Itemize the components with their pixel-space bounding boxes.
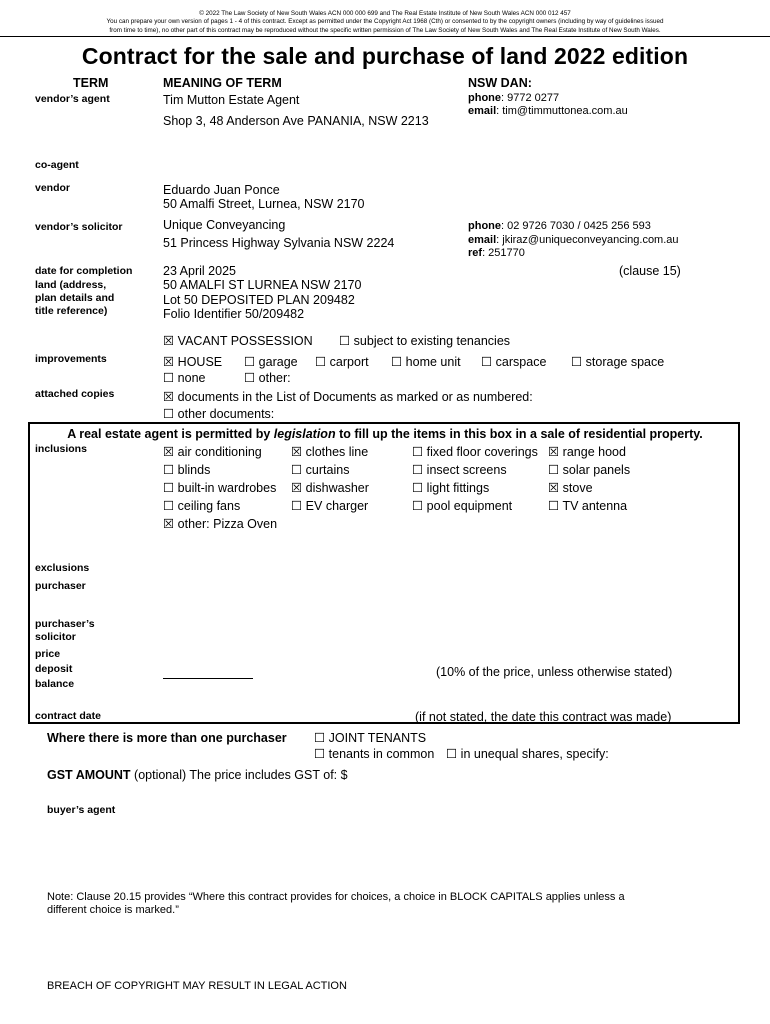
vendors-solicitor-email: email: jkiraz@uniqueconveyancing.com.au (468, 234, 679, 246)
land-folio: Folio Identifier 50/209482 (163, 307, 305, 321)
storage-space-checkbox[interactable]: ☐ storage space (571, 355, 665, 369)
land-label: land (address, (35, 279, 107, 291)
vendors-agent-address: Shop 3, 48 Anderson Ave PANANIA, NSW 2213 (163, 114, 429, 128)
vendors-solicitor-ref: ref: 251770 (468, 247, 525, 259)
co-agent-label: co-agent (35, 159, 79, 171)
meaning-header: MEANING OF TERM (163, 76, 282, 90)
joint-tenants-checkbox[interactable]: ☐ JOINT TENANTS (314, 731, 427, 745)
inclusion-clothes-line[interactable]: ☒ clothes line (291, 445, 369, 459)
existing-tenancies-checkbox[interactable]: ☐ subject to existing tenancies (339, 334, 511, 348)
completion-date: 23 April 2025 (163, 264, 236, 278)
vacant-possession-checkbox[interactable]: ☒ VACANT POSSESSION (163, 334, 313, 348)
vendors-agent-label: vendor’s agent (35, 93, 110, 105)
vendors-agent-phone: phone: 9772 0277 (468, 92, 560, 104)
inclusion-range-hood[interactable]: ☒ range hood (548, 445, 626, 459)
copyright-line-1: © 2022 The Law Society of New South Wales ACN 000 000 699 and The Real Estate Institute of New South Wales ACN 000 012 457 (199, 10, 571, 17)
inclusion-ev-charger[interactable]: ☐ EV charger (291, 499, 369, 513)
house-checkbox[interactable]: ☒ HOUSE (163, 355, 223, 369)
purchasers-solicitor-label: purchaser’s (35, 618, 95, 630)
vendor-label: vendor (35, 182, 71, 194)
vendors-agent-email: email: tim@timmuttonea.com.au (468, 105, 628, 117)
box-title: A real estate agent is permitted by legislation to fill up the items in this box in a sale of residential property. (67, 427, 703, 441)
inclusion-dishwasher[interactable]: ☒ dishwasher (291, 481, 369, 495)
copyright-line-3: from time to time), no other part of this contract may be reproduced without the specific written permission of The Law Society of New South Wales and The Real Estate Institute of New South Wales. (109, 26, 661, 34)
copyright-notice (0, 10, 770, 37)
land-address: 50 AMALFI ST LURNEA NSW 2170 (163, 278, 362, 292)
vendors-solicitor-name: Unique Conveyancing (163, 218, 286, 232)
inclusion-insect-screens[interactable]: ☐ insect screens (412, 463, 507, 477)
inclusion-curtains[interactable]: ☐ curtains (291, 463, 350, 477)
inclusion-built-in-wardrobes[interactable]: ☐ built-in wardrobes (163, 481, 277, 495)
balance-label: balance (35, 678, 75, 690)
vendors-solicitor-address: 51 Princess Highway Sylvania NSW 2224 (163, 236, 395, 250)
inclusion-fixed-floor-coverings[interactable]: ☐ fixed floor coverings (412, 445, 538, 459)
vendors-agent-name: Tim Mutton Estate Agent (163, 93, 300, 107)
inclusion-ceiling-fans[interactable]: ☐ ceiling fans (163, 499, 241, 513)
carport-checkbox[interactable]: ☐ carport (315, 355, 369, 369)
gst-amount: GST AMOUNT (optional) The price includes GST of: $ (47, 768, 348, 782)
note-line-1: Note: Clause 20.15 provides “Where this contract provides for choices, a choice in BLOCK CAPITALS applies unless a (47, 891, 625, 903)
inclusion-stove[interactable]: ☒ stove (548, 481, 593, 495)
deposit-label: deposit (35, 663, 73, 675)
documents-list-checkbox[interactable]: ☒ documents in the List of Documents as marked or as numbered: (163, 390, 533, 404)
copyright-line-2: You can prepare your own version of pages 1 - 4 of this contract. Except as permitted under the Copyright Act 1968 (Cth) or consented to by the copyright owners (including by way of guidelines issued (106, 18, 664, 26)
plan-label: plan details and (35, 292, 115, 304)
improvements-label: improvements (35, 353, 107, 365)
purchaser-label: purchaser (35, 580, 86, 592)
inclusions-label: inclusions (35, 443, 87, 455)
home-unit-checkbox[interactable]: ☐ home unit (391, 355, 461, 369)
purchasers-solicitor-label-2: solicitor (35, 631, 76, 643)
dan-header: NSW DAN: (468, 76, 532, 90)
vendors-solicitor-label: vendor’s solicitor (35, 221, 123, 233)
multiple-purchasers-label: Where there is more than one purchaser (47, 731, 287, 745)
other-improvement-checkbox[interactable]: ☐ other: (244, 371, 291, 385)
buyers-agent-label: buyer’s agent (47, 804, 116, 816)
land-plan: Lot 50 DEPOSITED PLAN 209482 (163, 293, 355, 307)
vendor-address: 50 Amalfi Street, Lurnea, NSW 2170 (163, 197, 365, 211)
title-ref-label: title reference) (35, 305, 108, 317)
inclusion-air-conditioning[interactable]: ☒ air conditioning (163, 445, 262, 459)
deposit-note: (10% of the price, unless otherwise stated) (436, 665, 673, 679)
vendor-name: Eduardo Juan Ponce (163, 183, 280, 197)
inclusion-light-fittings[interactable]: ☐ light fittings (412, 481, 490, 495)
contract-date-label: contract date (35, 710, 101, 722)
tenants-in-common-checkbox[interactable]: ☐ tenants in common (314, 747, 435, 761)
garage-checkbox[interactable]: ☐ garage (244, 355, 298, 369)
note-line-2: different choice is marked.” (47, 904, 179, 916)
price-underline (163, 678, 253, 679)
vendors-solicitor-phone: phone: 02 9726 7030 / 0425 256 593 (468, 220, 651, 232)
inclusion-solar-panels[interactable]: ☐ solar panels (548, 463, 631, 477)
completion-clause: (clause 15) (619, 264, 681, 278)
term-header: TERM (73, 76, 109, 90)
inclusion-tv-antenna[interactable]: ☐ TV antenna (548, 499, 628, 513)
other-documents-checkbox[interactable]: ☐ other documents: (163, 407, 275, 421)
none-checkbox[interactable]: ☐ none (163, 371, 206, 385)
price-label: price (35, 648, 61, 660)
page-title: Contract for the sale and purchase of land 2022 edition (81, 43, 689, 69)
inclusion-pool-equipment[interactable]: ☐ pool equipment (412, 499, 513, 513)
contract-date-note: (if not stated, the date this contract was made) (415, 710, 672, 724)
inclusion-blinds[interactable]: ☐ blinds (163, 463, 211, 477)
attached-copies-label: attached copies (35, 388, 115, 400)
completion-label: date for completion (35, 265, 133, 277)
inclusion-other[interactable]: ☒ other: Pizza Oven (163, 517, 278, 531)
copyright-warning: BREACH OF COPYRIGHT MAY RESULT IN LEGAL ACTION (47, 980, 347, 992)
carspace-checkbox[interactable]: ☐ carspace (481, 355, 547, 369)
exclusions-label: exclusions (35, 562, 90, 574)
unequal-shares-checkbox[interactable]: ☐ in unequal shares, specify: (446, 747, 609, 761)
